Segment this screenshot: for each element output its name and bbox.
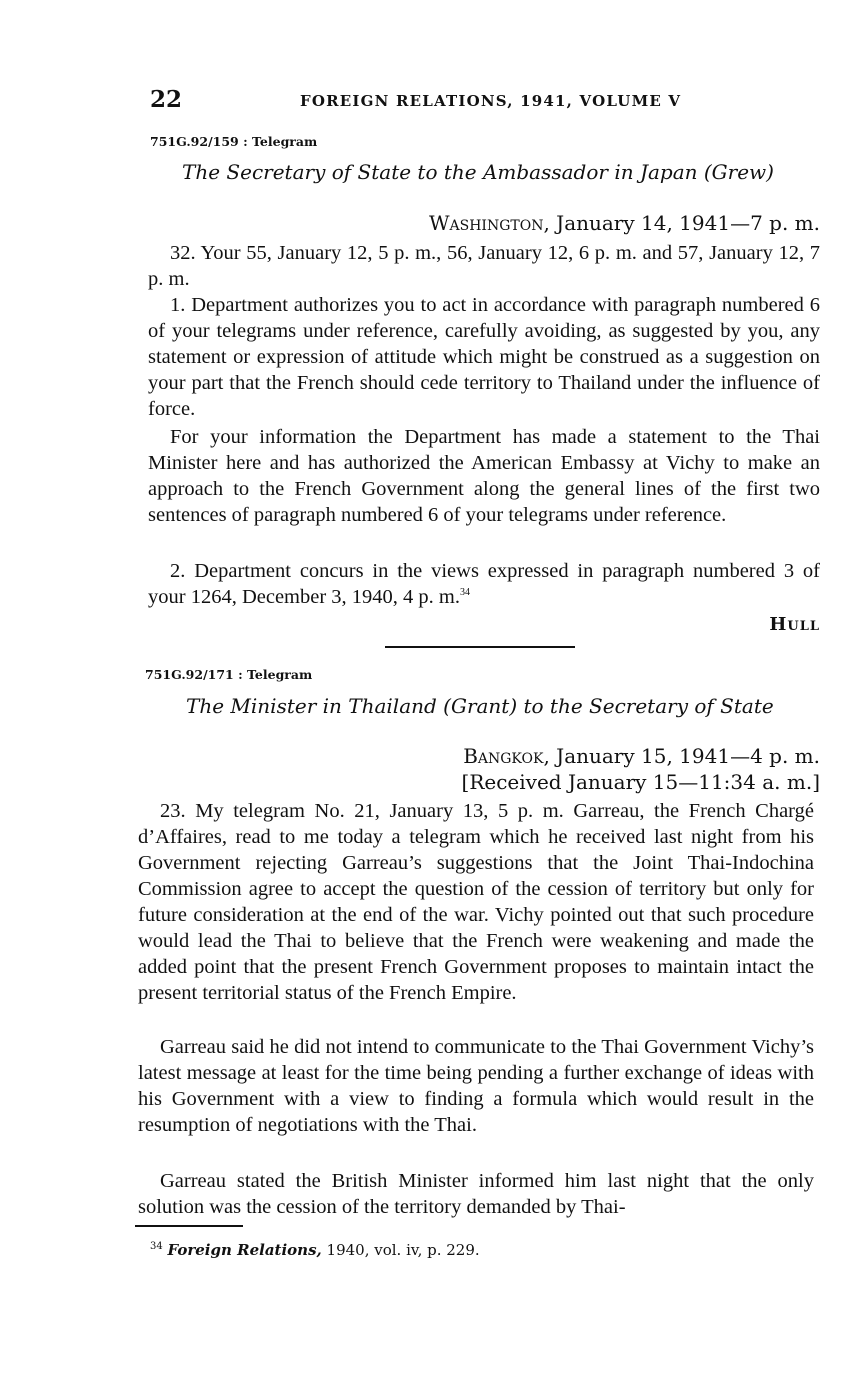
footnote-marker: 34: [150, 1241, 163, 1252]
doc1-dateline: [429, 211, 820, 235]
doc2-received: [Received January 15—11:34 a. m.]: [461, 770, 820, 794]
doc2-paragraph: 23. My telegram No. 21, January 13, 5 p. m. Garreau, the French Chargé d’Affaires, read to me today a telegram which he received last night from his Government rejecting Garreau’s suggestions that the Joint Thai-Indochina Commission agree to accept the question of the cession of territory but only for future consideration at the end of the war. Vichy pointed out that such procedure would lead the Thai to believe that the French were weakening and made the added point that the present French Government proposes to maintain intact the present territorial status of the French Empire.: [138, 800, 814, 1004]
doc1-dateline-date: January 14, 1941—7 p. m.: [556, 211, 820, 235]
doc1-file-number: 751G.92/159 : Telegram: [150, 134, 318, 149]
footnote: [150, 1241, 480, 1259]
section-divider: [385, 646, 575, 648]
running-title: FOREIGN RELATIONS, 1941, VOLUME V: [300, 92, 682, 110]
footnote-text: 1940, vol. iv, p. 229.: [326, 1241, 480, 1259]
doc1-title: The Secretary of State to the Ambassador in Japan (Grew): [182, 160, 774, 184]
doc1-paragraph: 32. Your 55, January 12, 5 p. m., 56, January 12, 6 p. m. and 57, January 12, 7 p. m.: [148, 242, 820, 290]
doc1-paragraph: [148, 558, 820, 610]
doc2-file-number: 751G.92/171 : Telegram: [145, 667, 313, 682]
running-header: [150, 86, 690, 116]
doc1-paragraph: For your information the Department has made a statement to the Thai Minister here and has authorized the American Embassy at Vichy to make an approach to the French Government along the general lines of the first two sentences of paragraph numbered 6 of your telegrams under reference.: [148, 426, 820, 526]
footnote-title: Foreign Relations,: [167, 1241, 322, 1259]
page-number: 22: [150, 86, 183, 113]
doc2-dateline-place: Bangkok,: [463, 744, 550, 768]
doc1-dateline-place: Washington,: [428, 211, 550, 235]
doc2-dateline-date: January 15, 1941—4 p. m.: [556, 744, 820, 768]
doc1-paragraph: 1. Department authorizes you to act in accordance with paragraph numbered 6 of your telegrams under reference, carefully avoiding, as suggested by you, any statement or expression of attitude which might be construed as a suggestion on your part that the French should cede territory to Thailand under the influence of force.: [148, 294, 820, 420]
doc2-dateline: [463, 744, 820, 768]
footnote-rule: [135, 1225, 243, 1227]
doc2-paragraph: Garreau stated the British Minister informed him last night that the only solution was the cession of the territory demanded by Thai-: [138, 1170, 814, 1218]
doc1-paragraph-text: 2. Department concurs in the views expressed in paragraph numbered 3 of your 1264, December 3, 1940, 4 p. m.: [148, 560, 820, 608]
doc2-title: The Minister in Thailand (Grant) to the Secretary of State: [186, 694, 774, 718]
doc2-paragraph: Garreau said he did not intend to communicate to the Thai Government Vichy’s latest message at least for the time being pending a further exchange of ideas with his Government with a view to finding a formula which would result in the resumption of negotiations with the Thai.: [138, 1036, 814, 1136]
doc1-signature: Hull: [769, 614, 820, 635]
footnote-reference: 34: [460, 587, 470, 599]
